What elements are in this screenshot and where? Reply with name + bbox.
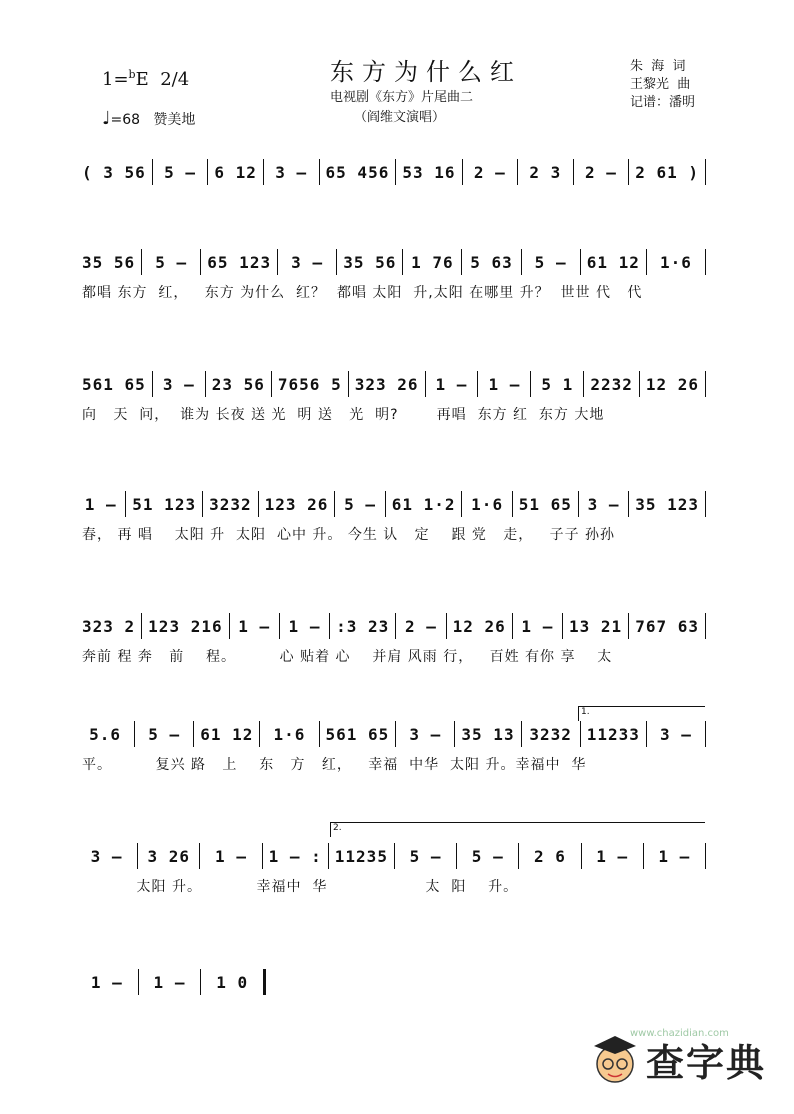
scholar-face-icon bbox=[588, 1032, 642, 1086]
bar-line bbox=[263, 969, 266, 995]
measure: 11233 bbox=[586, 724, 640, 744]
lyrics-row: 向 天 问， 谁为 长夜 送 光 明 送 光 明? 再唱 东方 红 东方 大地 bbox=[82, 407, 605, 423]
notation-row bbox=[82, 842, 712, 870]
bar-line bbox=[271, 371, 272, 397]
measure: 5 – bbox=[344, 494, 376, 514]
measure: 3 – bbox=[275, 162, 308, 182]
measure: 3 – bbox=[409, 724, 442, 744]
measure: 61 1·2 bbox=[391, 494, 456, 514]
measure: 3 – bbox=[90, 846, 123, 866]
measure: 6 12 bbox=[214, 162, 257, 182]
measure: 1 – bbox=[596, 846, 629, 866]
bar-line bbox=[207, 159, 208, 185]
bar-line bbox=[512, 613, 513, 639]
bar-line bbox=[705, 613, 706, 639]
bar-line bbox=[229, 613, 230, 639]
quarter-note-icon: ♩ bbox=[102, 108, 111, 129]
measure: 2 – bbox=[404, 616, 437, 636]
bar-line bbox=[583, 371, 584, 397]
measure: 1 – bbox=[658, 846, 691, 866]
bar-line bbox=[152, 159, 153, 185]
bar-line bbox=[639, 371, 640, 397]
measure: 123 216 bbox=[148, 616, 223, 636]
bar-line bbox=[205, 371, 206, 397]
measure: 5 – bbox=[471, 846, 504, 866]
measure: 1·6 bbox=[273, 724, 306, 744]
measure: 51 65 bbox=[518, 494, 572, 514]
measure: 2 – bbox=[584, 162, 617, 182]
measure: 1 – bbox=[521, 616, 554, 636]
bar-line bbox=[646, 721, 647, 747]
bar-line bbox=[461, 491, 462, 517]
notation-row bbox=[82, 490, 712, 518]
lyrics-row: 都唱 东方 红， 东方 为什么 红？ 都唱 太阳 升,太阳 在哪里 升？ 世世 代 代 bbox=[82, 285, 643, 301]
measure: 1 76 bbox=[411, 252, 454, 272]
meter: 2/4 bbox=[160, 69, 190, 90]
bar-line bbox=[259, 721, 260, 747]
measure: 53 16 bbox=[402, 162, 456, 182]
bar-line bbox=[319, 159, 320, 185]
measure: 7656 5 bbox=[277, 374, 342, 394]
bar-line bbox=[530, 371, 531, 397]
bar-line bbox=[521, 721, 522, 747]
bar-line bbox=[328, 843, 329, 869]
measure: 35 123 bbox=[635, 494, 700, 514]
measure: 5 – bbox=[409, 846, 442, 866]
credit-music: 王黎光 曲 bbox=[630, 77, 691, 92]
bar-line bbox=[705, 491, 706, 517]
measure: 1·6 bbox=[471, 494, 504, 514]
bar-line bbox=[200, 969, 201, 995]
bar-line bbox=[562, 613, 563, 639]
lyrics-row: 春， 再 唱 太阳 升 太阳 心中 升。 今生 认 定 跟 党 走， 子子 孙孙 bbox=[82, 527, 616, 543]
bar-line bbox=[643, 843, 644, 869]
measure: 35 13 bbox=[461, 724, 515, 744]
measure: 2 61 ) bbox=[635, 162, 700, 182]
measure: 1 – bbox=[288, 616, 321, 636]
measure: 1 – bbox=[488, 374, 521, 394]
measure: 12 26 bbox=[452, 616, 506, 636]
measure: 2 3 bbox=[529, 162, 562, 182]
bar-line bbox=[125, 491, 126, 517]
bar-line bbox=[279, 613, 280, 639]
bar-line bbox=[134, 721, 135, 747]
measure: 561 65 bbox=[325, 724, 390, 744]
measure: 323 2 bbox=[82, 616, 136, 636]
measure: 123 26 bbox=[264, 494, 329, 514]
measure: 2 6 bbox=[534, 846, 566, 866]
singer: （阎维文演唱） bbox=[354, 110, 446, 125]
bar-line bbox=[200, 249, 201, 275]
measure: 1 – : bbox=[268, 846, 322, 866]
measure: 767 63 bbox=[635, 616, 699, 636]
bar-line bbox=[152, 371, 153, 397]
bar-line bbox=[446, 613, 447, 639]
bar-line bbox=[425, 371, 426, 397]
measure: 1 0 bbox=[216, 972, 249, 992]
measure: 2232 bbox=[590, 374, 633, 394]
bar-line bbox=[334, 491, 335, 517]
bar-line bbox=[141, 249, 142, 275]
bar-line bbox=[348, 371, 349, 397]
lyrics-row: 太阳 升。 幸福中 华 太 阳 升。 bbox=[82, 879, 519, 895]
measure: 1·6 bbox=[659, 252, 692, 272]
measure: 1 – bbox=[84, 494, 117, 514]
measure: ( 3 56 bbox=[82, 162, 146, 182]
credit-notation: 记谱：潘明 bbox=[630, 95, 696, 110]
bar-line bbox=[462, 159, 463, 185]
bar-line bbox=[705, 721, 706, 747]
watermark-url: www.chazidian.com bbox=[630, 1028, 729, 1039]
measure: 3 – bbox=[291, 252, 324, 272]
song-title: 东方为什么红 bbox=[330, 58, 522, 86]
bar-line bbox=[193, 721, 194, 747]
volta-2: 2. bbox=[330, 822, 705, 837]
bar-line bbox=[580, 249, 581, 275]
notation-row bbox=[82, 612, 712, 640]
watermark-logo bbox=[584, 1028, 780, 1100]
measure: 1 – bbox=[238, 616, 271, 636]
measure: 11235 bbox=[334, 846, 388, 866]
bar-line bbox=[395, 721, 396, 747]
measure: 3 – bbox=[162, 374, 195, 394]
measure: 35 56 bbox=[343, 252, 397, 272]
measure: 5 – bbox=[534, 252, 567, 272]
notation-row bbox=[82, 158, 712, 186]
measure: 61 12 bbox=[586, 252, 640, 272]
measure: 35 56 bbox=[82, 252, 136, 272]
bar-line bbox=[517, 159, 518, 185]
measure: 5.6 bbox=[89, 724, 121, 744]
notation-row bbox=[82, 968, 272, 996]
tempo-marking: ♩=68 赞美地 bbox=[102, 108, 196, 129]
measure: 5 1 bbox=[541, 374, 574, 394]
bar-line bbox=[628, 613, 629, 639]
bar-line bbox=[385, 491, 386, 517]
bar-line bbox=[512, 491, 513, 517]
notation-row bbox=[82, 720, 712, 748]
measure: 51 123 bbox=[132, 494, 197, 514]
bar-line bbox=[395, 613, 396, 639]
bar-line bbox=[705, 371, 706, 397]
notation-row bbox=[82, 248, 712, 276]
bar-line bbox=[518, 843, 519, 869]
song-subtitle: 电视剧《东方》片尾曲二 bbox=[330, 90, 474, 105]
bar-line bbox=[573, 159, 574, 185]
expression-mark: 赞美地 bbox=[153, 112, 196, 128]
measure: 61 12 bbox=[200, 724, 254, 744]
bar-line bbox=[336, 249, 337, 275]
measure: 3 – bbox=[587, 494, 620, 514]
measure: 23 56 bbox=[211, 374, 265, 394]
bar-line bbox=[394, 843, 395, 869]
measure: 13 21 bbox=[569, 616, 623, 636]
measure: 5 – bbox=[148, 724, 181, 744]
measure: 561 65 bbox=[82, 374, 146, 394]
measure: 3232 bbox=[529, 724, 572, 744]
bar-line bbox=[137, 843, 138, 869]
bar-line bbox=[263, 159, 264, 185]
bar-line bbox=[258, 491, 259, 517]
bar-line bbox=[646, 249, 647, 275]
measure: 12 26 bbox=[645, 374, 700, 394]
measure: 1 – bbox=[153, 972, 186, 992]
bar-line bbox=[705, 159, 706, 185]
measure: 5 – bbox=[155, 252, 188, 272]
bar-line bbox=[628, 491, 629, 517]
bar-line bbox=[402, 249, 403, 275]
measure: 5 – bbox=[164, 162, 197, 182]
bar-line bbox=[141, 613, 142, 639]
measure: 2 – bbox=[473, 162, 506, 182]
bar-line bbox=[138, 969, 139, 995]
bar-line bbox=[199, 843, 200, 869]
measure: 65 456 bbox=[325, 162, 390, 182]
lyrics-row: 奔前 程 奔 前 程。 心 贴着 心 并肩 风雨 行， 百姓 有你 享 太 bbox=[82, 649, 613, 665]
watermark-brand: 查字典 bbox=[646, 1041, 767, 1085]
bar-line bbox=[705, 843, 706, 869]
bar-line bbox=[277, 249, 278, 275]
credit-lyrics: 朱 海 词 bbox=[630, 59, 686, 74]
bar-line bbox=[628, 159, 629, 185]
volta-1: 1. bbox=[578, 706, 705, 721]
credits bbox=[630, 58, 695, 112]
measure: 5 63 bbox=[470, 252, 513, 272]
measure: 1 – bbox=[215, 846, 247, 866]
measure: 323 26 bbox=[354, 374, 419, 394]
measure: 3232 bbox=[209, 494, 252, 514]
bar-line bbox=[581, 843, 582, 869]
measure: 1 – bbox=[435, 374, 468, 394]
measure: 65 123 bbox=[207, 252, 272, 272]
bar-line bbox=[456, 843, 457, 869]
bar-line bbox=[477, 371, 478, 397]
bar-line bbox=[329, 613, 330, 639]
bar-line bbox=[580, 721, 581, 747]
bar-line bbox=[705, 249, 706, 275]
measure: 3 26 bbox=[147, 846, 191, 866]
notation-row bbox=[82, 370, 712, 398]
key-signature: 1=$^b$E 2/4 bbox=[102, 68, 190, 90]
bar-line bbox=[521, 249, 522, 275]
bar-line bbox=[262, 843, 263, 869]
bar-line bbox=[454, 721, 455, 747]
measure: :3 23 bbox=[336, 616, 390, 636]
measure: 1 – bbox=[90, 972, 123, 992]
bar-line bbox=[578, 491, 579, 517]
bar-line bbox=[202, 491, 203, 517]
bar-line bbox=[395, 159, 396, 185]
bar-line bbox=[461, 249, 462, 275]
lyrics-row: 平。 复兴 路 上 东 方 红， 幸福 中华 太阳 升。幸福中 华 bbox=[82, 757, 587, 773]
bar-line bbox=[319, 721, 320, 747]
measure: 3 – bbox=[659, 724, 692, 744]
